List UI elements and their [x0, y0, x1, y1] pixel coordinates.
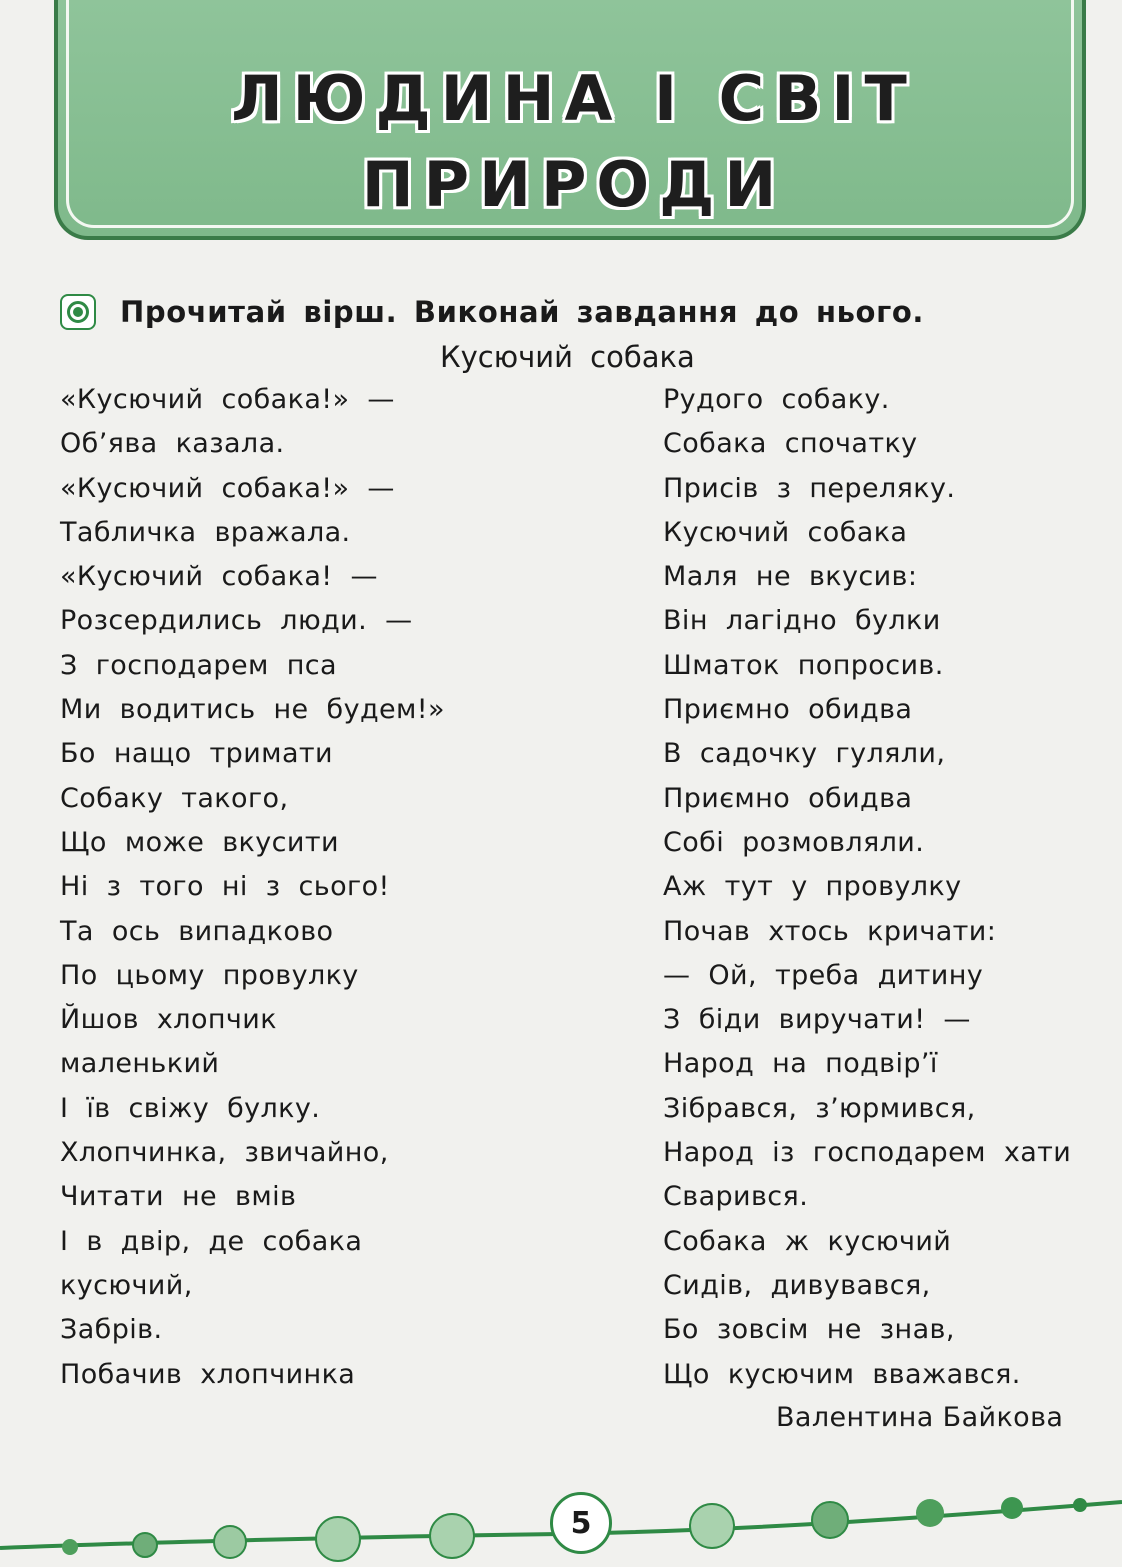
poem-line: Народ на подвір’ї [663, 1048, 938, 1080]
poem-line: Сварився. [663, 1181, 809, 1213]
banner-title-line1: ЛЮДИНА І СВІТ [231, 62, 917, 135]
poem-line: Аж тут у провулку [663, 871, 962, 903]
poem-line: — Ой, треба дитину [663, 959, 984, 991]
footer-dot [430, 1514, 474, 1558]
footer-dot [1001, 1497, 1023, 1519]
footer-dot [916, 1499, 944, 1527]
poem-line: Собака спочатку [663, 428, 918, 460]
footer-dot [316, 1517, 360, 1561]
poem-line: В садочку гуляли, [663, 738, 946, 770]
footer-dot [812, 1502, 848, 1538]
poem-line: По цьому провулку [60, 959, 359, 991]
poem-line: «Кусючий собака! — [60, 561, 378, 593]
poem-line: кусючий, [60, 1269, 193, 1301]
poem-author: Валентина Байкова [776, 1402, 1064, 1433]
poem-line: Забрів. [60, 1314, 163, 1346]
poem-line: Йшов хлопчик [60, 1004, 277, 1036]
poem-line: маленький [60, 1048, 220, 1080]
poem-left-column [60, 378, 445, 1397]
poem-line: Приємно обидва [663, 782, 913, 814]
poem-line: Сидів, дивувався, [663, 1269, 931, 1301]
footer-dot [62, 1539, 78, 1555]
poem-line: Собака ж кусючий [663, 1225, 952, 1257]
poem-line: Маля не вкусив: [663, 561, 918, 593]
poem-line: І їв свіжу булку. [60, 1092, 321, 1124]
poem-title: Кусючий собака [440, 340, 695, 374]
task-target-icon [60, 294, 96, 330]
poem-line: Присів з переляку. [663, 472, 956, 504]
footer-dot [690, 1504, 734, 1548]
poem-line: З біди виручати! — [663, 1004, 971, 1036]
poem-line: Та ось випадково [60, 915, 334, 947]
poem-line: І в двір, де собака [60, 1225, 363, 1257]
poem-line: Народ із господарем хати [663, 1137, 1072, 1169]
poem-line: Кусючий собака [663, 516, 908, 548]
poem-line: Побачив хлопчинка [60, 1358, 356, 1390]
footer-dot [1073, 1498, 1087, 1512]
poem-line: Приємно обидва [663, 694, 913, 726]
poem-line: Почав хтось кричати: [663, 915, 997, 947]
section-banner [54, 0, 1086, 240]
poem-line: Хлопчинка, звичайно, [60, 1137, 389, 1169]
footer-dot [133, 1533, 157, 1557]
poem-line: Ні з того ні з сього! [60, 871, 390, 903]
poem-line: Зібрався, з’юрмився, [663, 1092, 976, 1124]
poem-line: Шматок попросив. [663, 649, 944, 681]
poem-line: «Кусючий собака!» — [60, 472, 395, 504]
poem-line: Що може вкусити [60, 826, 339, 858]
poem-line: Собі розмовляли. [663, 826, 925, 858]
poem-line: Він лагідно булки [663, 605, 941, 637]
banner-title-line2: ПРИРОДИ [361, 148, 787, 221]
poem-right-column [663, 378, 1071, 1397]
poem-line: З господарем пса [60, 649, 337, 681]
poem-line: Ми водитись не будем!» [60, 694, 445, 726]
poem-line: Бо зовсім не знав, [663, 1314, 955, 1346]
page-number: 5 [550, 1492, 612, 1554]
poem-line: «Кусючий собака!» — [60, 384, 395, 415]
poem-line: Об’ява казала. [60, 428, 285, 460]
task-instruction [60, 292, 924, 332]
poem-line: Читати не вмів [60, 1181, 297, 1213]
poem-line: Собаку такого, [60, 782, 289, 814]
poem-line: Розсердились люди. — [60, 605, 413, 637]
poem-line: Табличка вражала. [60, 516, 351, 548]
poem-line: Що кусючим вважався. [663, 1358, 1021, 1390]
footer-dot [214, 1526, 246, 1558]
poem-line: Бо нащо тримати [60, 738, 333, 770]
poem-line: Рудого собаку. [663, 384, 890, 415]
task-text: Прочитай вірш. Виконай завдання до нього. [120, 295, 924, 329]
